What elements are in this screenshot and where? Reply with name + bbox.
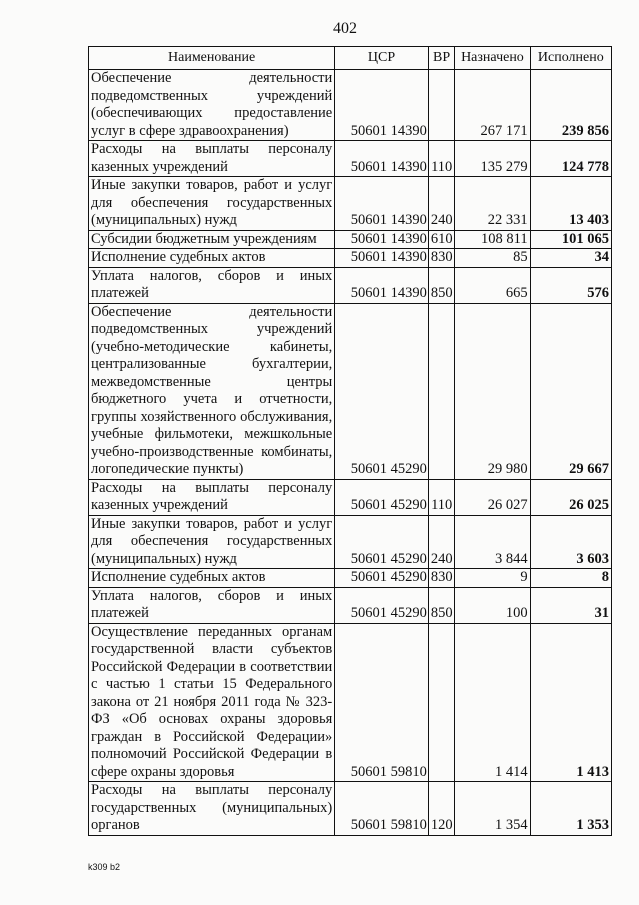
- row-csr: 50601 14390: [335, 230, 429, 249]
- table-row: [89, 249, 612, 268]
- row-csr: 50601 45290: [335, 515, 429, 569]
- row-assigned: 26 027: [455, 479, 530, 515]
- row-executed: 101 065: [530, 230, 611, 249]
- row-executed: 8: [530, 569, 611, 588]
- row-csr: 50601 45290: [335, 569, 429, 588]
- row-executed: 1 353: [530, 782, 611, 836]
- table-row: [89, 479, 612, 515]
- row-executed: 34: [530, 249, 611, 268]
- row-name: Расходы на выплаты персоналу казенных учреждений: [89, 479, 335, 515]
- table-row: [89, 70, 612, 141]
- table-row: [89, 303, 612, 479]
- row-name: Субсидии бюджетным учреждениям: [89, 230, 335, 249]
- row-vr: 850: [428, 587, 454, 623]
- row-vr: 120: [428, 782, 454, 836]
- row-assigned: 1 354: [455, 782, 530, 836]
- row-executed: 124 778: [530, 141, 611, 177]
- row-assigned: 29 980: [455, 303, 530, 479]
- row-name: Исполнение судебных актов: [89, 249, 335, 268]
- page-number: 402: [333, 20, 357, 37]
- header-csr: ЦСР: [335, 47, 429, 70]
- row-executed: 13 403: [530, 177, 611, 231]
- row-executed: 31: [530, 587, 611, 623]
- table-row: [89, 623, 612, 782]
- row-vr: 240: [428, 177, 454, 231]
- row-vr: [428, 623, 454, 782]
- table-row: [89, 230, 612, 249]
- row-csr: 50601 14390: [335, 141, 429, 177]
- header-executed: Исполнено: [530, 47, 611, 70]
- row-csr: 50601 45290: [335, 587, 429, 623]
- row-name: Уплата налогов, сборов и иных платежей: [89, 587, 335, 623]
- row-assigned: 665: [455, 267, 530, 303]
- row-vr: [428, 70, 454, 141]
- table-row: [89, 141, 612, 177]
- row-name: Расходы на выплаты персоналу государственных (муниципальных) органов: [89, 782, 335, 836]
- header-assigned: Назначено: [455, 47, 530, 70]
- budget-table: [88, 46, 612, 836]
- row-name: Расходы на выплаты персоналу казенных учреждений: [89, 141, 335, 177]
- table-row: [89, 569, 612, 588]
- row-executed: 576: [530, 267, 611, 303]
- table-row: [89, 587, 612, 623]
- header-vr: ВР: [428, 47, 454, 70]
- row-name: Обеспечение деятельности подведомственных учреждений (учебно-методические кабинеты, централизованные бухгалтерии, межведомственные центры бюджетного учета и отчетности, группы хозяйственного обслуживания, учебные фильмотеки, межшкольные учебно-производственные комбинаты, логопедические пункты): [89, 303, 335, 479]
- row-csr: 50601 45290: [335, 303, 429, 479]
- row-csr: 50601 45290: [335, 479, 429, 515]
- row-assigned: 108 811: [455, 230, 530, 249]
- row-executed: 29 667: [530, 303, 611, 479]
- row-executed: 3 603: [530, 515, 611, 569]
- table-row: [89, 267, 612, 303]
- row-executed: 239 856: [530, 70, 611, 141]
- row-vr: 110: [428, 479, 454, 515]
- table-header-row: [89, 47, 612, 70]
- row-csr: 50601 59810: [335, 623, 429, 782]
- row-vr: 240: [428, 515, 454, 569]
- row-executed: 26 025: [530, 479, 611, 515]
- table-row: [89, 515, 612, 569]
- table-row: [89, 177, 612, 231]
- row-name: Исполнение судебных актов: [89, 569, 335, 588]
- row-vr: 830: [428, 569, 454, 588]
- table-row: [89, 782, 612, 836]
- row-assigned: 85: [455, 249, 530, 268]
- row-vr: 830: [428, 249, 454, 268]
- row-csr: 50601 14390: [335, 177, 429, 231]
- row-name: Уплата налогов, сборов и иных платежей: [89, 267, 335, 303]
- row-name: Иные закупки товаров, работ и услуг для обеспечения государственных (муниципальных) нужд: [89, 177, 335, 231]
- row-vr: [428, 303, 454, 479]
- row-assigned: 3 844: [455, 515, 530, 569]
- row-vr: 610: [428, 230, 454, 249]
- row-vr: 850: [428, 267, 454, 303]
- row-assigned: 9: [455, 569, 530, 588]
- row-assigned: 100: [455, 587, 530, 623]
- footer-code: k309 b2: [88, 862, 121, 872]
- row-csr: 50601 59810: [335, 782, 429, 836]
- row-executed: 1 413: [530, 623, 611, 782]
- row-csr: 50601 14390: [335, 249, 429, 268]
- row-assigned: 1 414: [455, 623, 530, 782]
- row-name: Осуществление переданных органам государственной власти субъектов Российской Федерации в соответствии с частью 1 статьи 15 Федерального закона от 21 ноября 2011 года № 323-ФЗ «Об основах охраны здоровья граждан в Российской Федерации» полномочий Российской Федерации в сфере охраны здоровья: [89, 623, 335, 782]
- row-assigned: 22 331: [455, 177, 530, 231]
- header-name: Наименование: [89, 47, 335, 70]
- row-csr: 50601 14390: [335, 70, 429, 141]
- row-name: Обеспечение деятельности подведомственных учреждений (обеспечивающих предоставление услуг в сфере здравоохранения): [89, 70, 335, 141]
- row-csr: 50601 14390: [335, 267, 429, 303]
- row-assigned: 135 279: [455, 141, 530, 177]
- row-vr: 110: [428, 141, 454, 177]
- row-name: Иные закупки товаров, работ и услуг для обеспечения государственных (муниципальных) нужд: [89, 515, 335, 569]
- row-assigned: 267 171: [455, 70, 530, 141]
